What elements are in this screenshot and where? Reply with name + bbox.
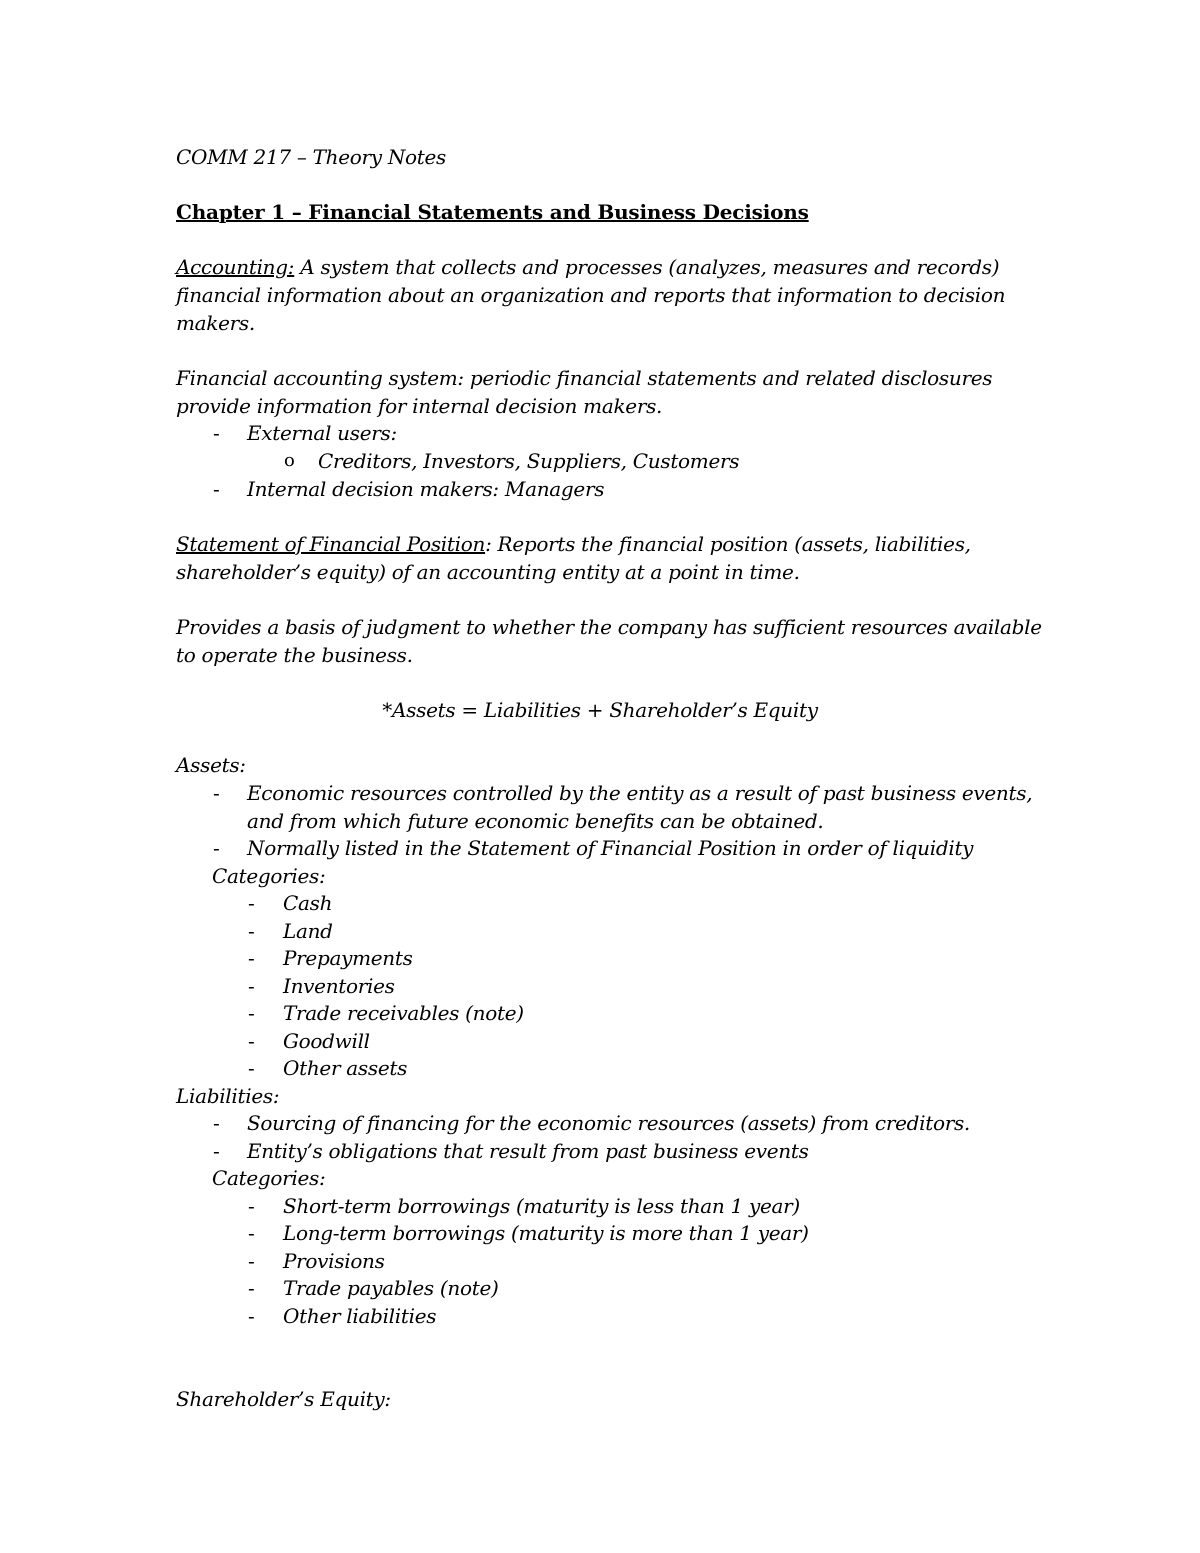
- liabilities-bullet-1: Sourcing of financing for the economic resources (assets) from creditors.: [247, 1111, 970, 1135]
- assets-bullet-1-line-1: Economic resources controlled by the entity as a result of past business events,: [247, 781, 1033, 805]
- document-title: COMM 217 – Theory Notes: [176, 145, 446, 169]
- bullet-dash: -: [248, 1221, 255, 1245]
- accounting-definition-text: A system that collects and processes (analyzes, measures and records): [294, 255, 1000, 279]
- bullet-dash: -: [213, 477, 220, 501]
- bullet-dash: -: [213, 836, 220, 860]
- liability-category-item: Short-term borrowings (maturity is less than 1 year): [283, 1194, 800, 1218]
- liability-category-item: Provisions: [283, 1249, 385, 1273]
- internal-users-item: Internal decision makers: Managers: [247, 477, 605, 501]
- asset-category-item: Inventories: [283, 974, 395, 998]
- sofp-definition-line-1: [176, 530, 971, 558]
- asset-category-item: Other assets: [283, 1056, 408, 1080]
- financial-accounting-line-2: provide information for internal decision makers.: [176, 394, 663, 418]
- bullet-dash: -: [213, 1139, 220, 1163]
- assets-bullet-2: Normally listed in the Statement of Financial Position in order of liquidity: [247, 836, 974, 860]
- accounting-definition-line-3: makers.: [176, 311, 255, 335]
- liabilities-heading: Liabilities:: [176, 1084, 280, 1108]
- accounting-term: Accounting:: [176, 255, 295, 279]
- bullet-dash: -: [248, 974, 255, 998]
- sofp-definition-text: : Reports the financial position (assets, liabilities,: [485, 532, 971, 556]
- liabilities-bullet-2: Entity’s obligations that result from past business events: [247, 1139, 809, 1163]
- equity-heading: Shareholder’s Equity:: [176, 1387, 391, 1411]
- asset-category-item: Land: [283, 919, 333, 943]
- basis-line-1: Provides a basis of judgment to whether the company has sufficient resources available: [176, 615, 1042, 639]
- liability-category-item: Trade payables (note): [283, 1276, 499, 1300]
- external-users-item: External users:: [247, 421, 397, 445]
- liability-category-item: Long-term borrowings (maturity is more than 1 year): [283, 1221, 809, 1245]
- bullet-dash: -: [213, 1111, 220, 1135]
- external-users-list: Creditors, Investors, Suppliers, Customers: [318, 449, 740, 473]
- sofp-term: Statement of Financial Position: [176, 532, 486, 556]
- bullet-dash: -: [248, 1194, 255, 1218]
- assets-heading: Assets:: [176, 753, 246, 777]
- sofp-definition-line-2: shareholder’s equity) of an accounting entity at a point in time.: [176, 560, 800, 584]
- bullet-dash: -: [213, 421, 220, 445]
- asset-category-item: Goodwill: [283, 1029, 370, 1053]
- accounting-equation: *Assets = Liabilities + Shareholder’s Equity: [382, 698, 818, 722]
- bullet-dash: -: [248, 1056, 255, 1080]
- assets-categories-label: Categories:: [212, 864, 326, 888]
- asset-category-item: Trade receivables (note): [283, 1001, 524, 1025]
- asset-category-item: Cash: [283, 891, 333, 915]
- bullet-dash: -: [248, 919, 255, 943]
- bullet-dash: -: [248, 1001, 255, 1025]
- bullet-dash: -: [248, 1276, 255, 1300]
- accounting-definition-line-1: [176, 253, 999, 281]
- bullet-dash: -: [248, 1029, 255, 1053]
- asset-category-item: Prepayments: [283, 946, 413, 970]
- accounting-definition-line-2: financial information about an organization and reports that information to decision: [176, 283, 1006, 307]
- bullet-dash: -: [213, 781, 220, 805]
- financial-accounting-line-1: Financial accounting system: periodic financial statements and related disclosures: [176, 366, 993, 390]
- chapter-heading: Chapter 1 – Financial Statements and Business Decisions: [176, 200, 809, 224]
- basis-line-2: to operate the business.: [176, 643, 413, 667]
- liabilities-categories-label: Categories:: [212, 1166, 326, 1190]
- sub-bullet-circle: o: [284, 450, 295, 471]
- liability-category-item: Other liabilities: [283, 1304, 437, 1328]
- bullet-dash: -: [248, 1249, 255, 1273]
- bullet-dash: -: [248, 946, 255, 970]
- assets-bullet-1-line-2: and from which future economic benefits can be obtained.: [247, 809, 824, 833]
- bullet-dash: -: [248, 891, 255, 915]
- bullet-dash: -: [248, 1304, 255, 1328]
